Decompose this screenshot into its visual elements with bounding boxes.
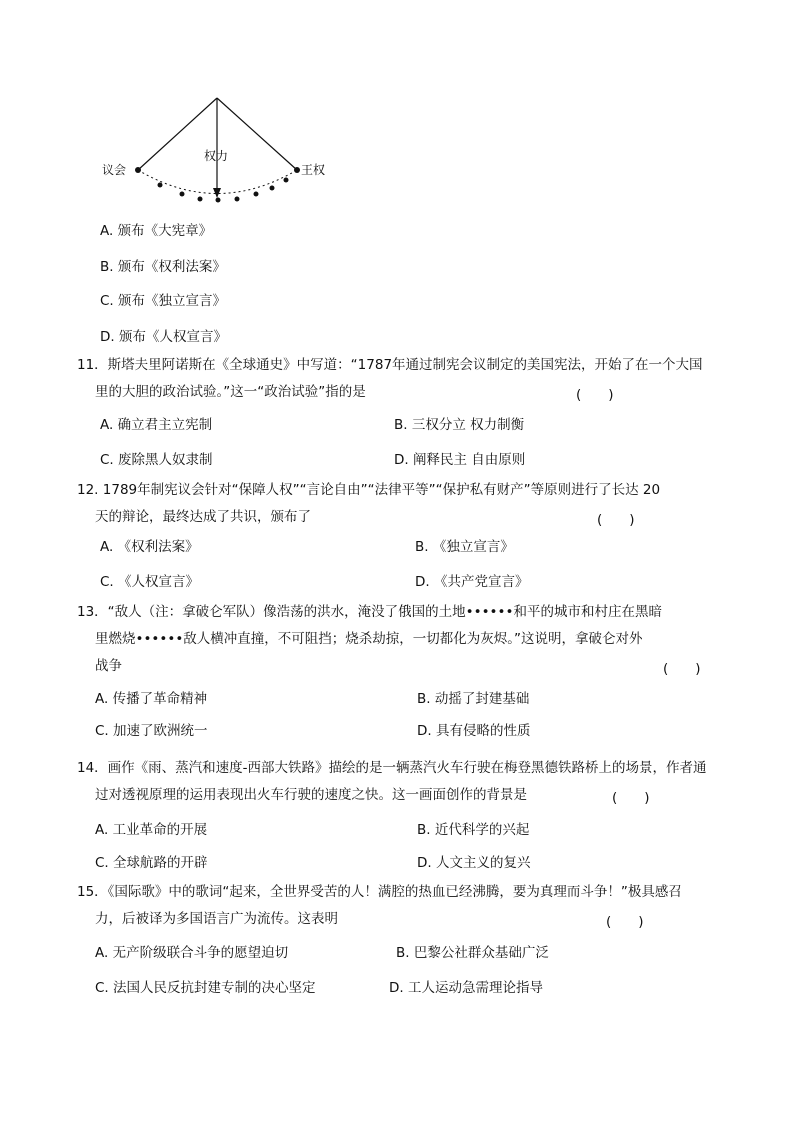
q15-answer-blank: ( ) — [606, 914, 644, 930]
pendulum-diagram-svg — [100, 92, 326, 212]
arc-dot — [235, 197, 240, 202]
right-string — [217, 98, 297, 170]
q13-option-c: C. 加速了欧洲统一 — [95, 723, 208, 739]
parliament-label: 议会 — [102, 163, 127, 177]
q11-option-d: D. 阐释民主 自由原则 — [394, 452, 526, 468]
q10-option-d: D. 颁布《人权宣言》 — [100, 329, 227, 345]
q13-stem-line2: 里燃烧••••••敌人横冲直撞，不可阻挡；烧杀劫掠，一切都化为灰烬。”这说明，拿破仑对外 — [95, 631, 643, 647]
q10-option-b: B. 颁布《权利法案》 — [100, 259, 226, 275]
q15-option-b: B. 巴黎公社群众基础广泛 — [396, 945, 549, 961]
q12-option-d: D. 《共产党宣言》 — [415, 574, 529, 590]
q11-answer-blank: ( ) — [576, 387, 614, 403]
q12-option-b: B. 《独立宣言》 — [415, 539, 514, 555]
q13-answer-blank: ( ) — [663, 661, 701, 677]
q14-answer-blank: ( ) — [612, 790, 650, 806]
q14-option-c: C. 全球航路的开辟 — [95, 855, 208, 871]
q12-stem-line2: 天的辩论，最终达成了共识，颁布了 — [95, 509, 311, 525]
power-balance-diagram — [100, 92, 326, 212]
arc-dot — [270, 186, 275, 191]
q12-option-c: C. 《人权宣言》 — [100, 574, 200, 590]
q14-option-d: D. 人文主义的复兴 — [417, 855, 531, 871]
q10-option-c: C. 颁布《独立宣言》 — [100, 293, 227, 309]
arc-dot — [158, 183, 163, 188]
left-bob — [135, 167, 141, 173]
q15-stem-line2: 力，后被译为多国语言广为流传。这表明 — [95, 911, 338, 927]
right-bob — [294, 167, 300, 173]
q13-option-b: B. 动摇了封建基础 — [417, 691, 530, 707]
q13-option-a: A. 传播了革命精神 — [95, 691, 208, 707]
q11-option-c: C. 废除黑人奴隶制 — [100, 452, 213, 468]
q12-option-a: A. 《权利法案》 — [100, 539, 199, 555]
q15-option-a: A. 无产阶级联合斗争的愿望迫切 — [95, 945, 289, 961]
q11-stem-line1: 11．斯塔夫里阿诺斯在《全球通史》中写道：“1787年通过制宪会议制定的美国宪法，开始了在一个大国 — [77, 357, 703, 373]
q13-option-d: D. 具有侵略的性质 — [417, 723, 531, 739]
q14-stem-line1: 14．画作《雨、蒸汽和速度-西部大铁路》描绘的是一辆蒸汽火车行驶在梅登黑德铁路桥上的场景，作者通 — [77, 760, 707, 776]
arc-dot — [254, 192, 259, 197]
q11-option-b: B. 三权分立 权力制衡 — [394, 417, 525, 433]
q14-option-a: A. 工业革命的开展 — [95, 822, 208, 838]
arc-dot — [180, 192, 185, 197]
q10-option-a: A. 颁布《大宪章》 — [100, 223, 213, 239]
q12-answer-blank: ( ) — [597, 512, 635, 528]
q13-stem-line1: 13．“敌人（注：拿破仑军队）像浩荡的洪水，淹没了俄国的土地••••••和平的城市和村庄在黑暗 — [77, 604, 662, 620]
royal-power-label: 王权 — [301, 163, 326, 177]
q14-stem-line2: 过对透视原理的运用表现出火车行驶的速度之快。这一画面创作的背景是 — [95, 787, 527, 803]
arc-dot — [198, 197, 203, 202]
q15-option-c: C. 法国人民反抗封建专制的决心坚定 — [95, 980, 316, 996]
q15-stem-line1: 15．《国际歌》中的歌词“起来，全世界受苦的人！满腔的热血已经沸腾，要为真理而斗争！”极具感召 — [77, 884, 682, 900]
power-label: 权力 — [204, 149, 229, 163]
arc-dot — [216, 198, 221, 203]
q11-option-a: A. 确立君主立宪制 — [100, 417, 213, 433]
arc-dot — [284, 178, 289, 183]
q12-stem-line1: 12. 1789年制宪议会针对“保障人权”“言论自由”“法律平等”“保护私有财产”等原则进行了长达 20 — [77, 482, 661, 498]
q14-option-b: B. 近代科学的兴起 — [417, 822, 530, 838]
q13-stem-line3: 战争 — [95, 658, 122, 674]
q15-option-d: D. 工人运动急需理论指导 — [389, 980, 543, 996]
q11-stem-line2: 里的大胆的政治试验。”这一“政治试验”指的是 — [95, 384, 366, 400]
